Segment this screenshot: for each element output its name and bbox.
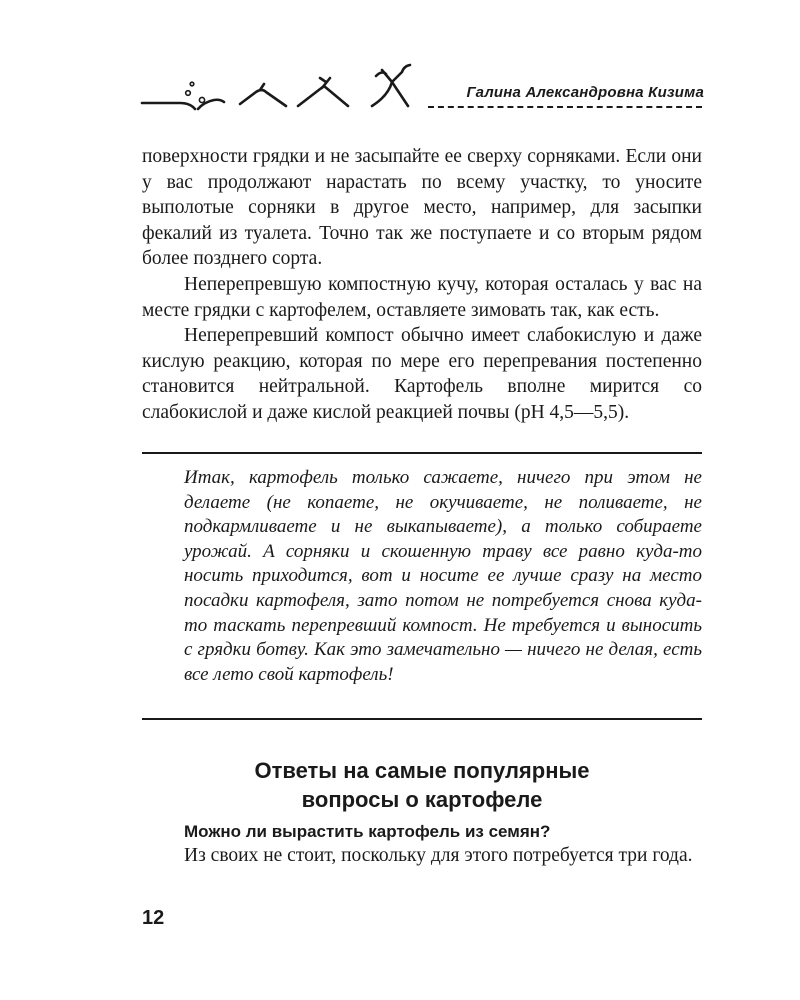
seed-dot-small: [190, 82, 194, 86]
mound-sprout-1: [240, 90, 286, 106]
note-top-rule: [142, 452, 702, 454]
italic-note-box: Итак, картофель только сажаете, ничего при этом не делаете (не копаете, не окучиваете, не поливаете, не подкармливаете и не выкапываете), а только собираете урожай. А сорняки и скошенную траву все равно куда-то носить приходится, вот и носите ее лучше сразу на место посадки картофеля, зато потом не потребуется снова куда-то таскать перепревший компост. Не требуется и выносить с грядки ботву. Как это замечательно — ничего не делая, есть все лето свой картофель!: [184, 467, 702, 685]
seed-dot-large: [199, 97, 204, 102]
page-number: 12: [142, 907, 165, 929]
section-heading-line-1: Ответы на самые популярные: [254, 758, 590, 783]
header-dashed-rule: [428, 106, 702, 108]
paragraph: Неперепревший компост обычно имеет слабокислую и даже кислую реакцию, которая по мере его перепревания постепенно становится нейтральной. Картофель вполне мирится со слабокислой и даже кислой реакцией почвы (pH 4,5—5,5).: [142, 325, 702, 423]
question-heading: Можно ли вырастить картофель из семян?: [184, 822, 551, 841]
section-heading: [142, 756, 702, 814]
seed-dot-medium: [186, 91, 191, 96]
ground-line: [142, 103, 195, 109]
answer-paragraph: Из своих не стоит, поскольку для этого потребуется три года.: [184, 845, 693, 866]
paragraph: поверхности грядки и не засыпайте ее сверху сорняками. Если они у вас продолжают нарастать по всему участку, то уносите выполотые сорняки в другое место, например, для засыпки фекалий из туалета. Точно так же поступаете и со вторым рядом более позднего сорта.: [142, 146, 702, 270]
note-bottom-rule: [142, 718, 702, 720]
main-text-block: [142, 144, 702, 426]
section-heading-line-2: вопросы о картофеле: [301, 787, 543, 812]
seed-mound: [198, 100, 224, 109]
tall-sprout: [372, 65, 410, 106]
tall-sprout-leaf: [376, 72, 386, 76]
running-header-author: Галина Александровна Кизима: [466, 84, 704, 101]
mound-sprout-2: [298, 86, 348, 106]
answer-text-block: [142, 843, 702, 869]
paragraph: Неперепревшую компостную кучу, которая осталась у вас на месте грядки с картофелем, оставляете зимовать так, как есть.: [142, 273, 702, 321]
sprouting-seed-sequence-icon: [140, 62, 440, 122]
